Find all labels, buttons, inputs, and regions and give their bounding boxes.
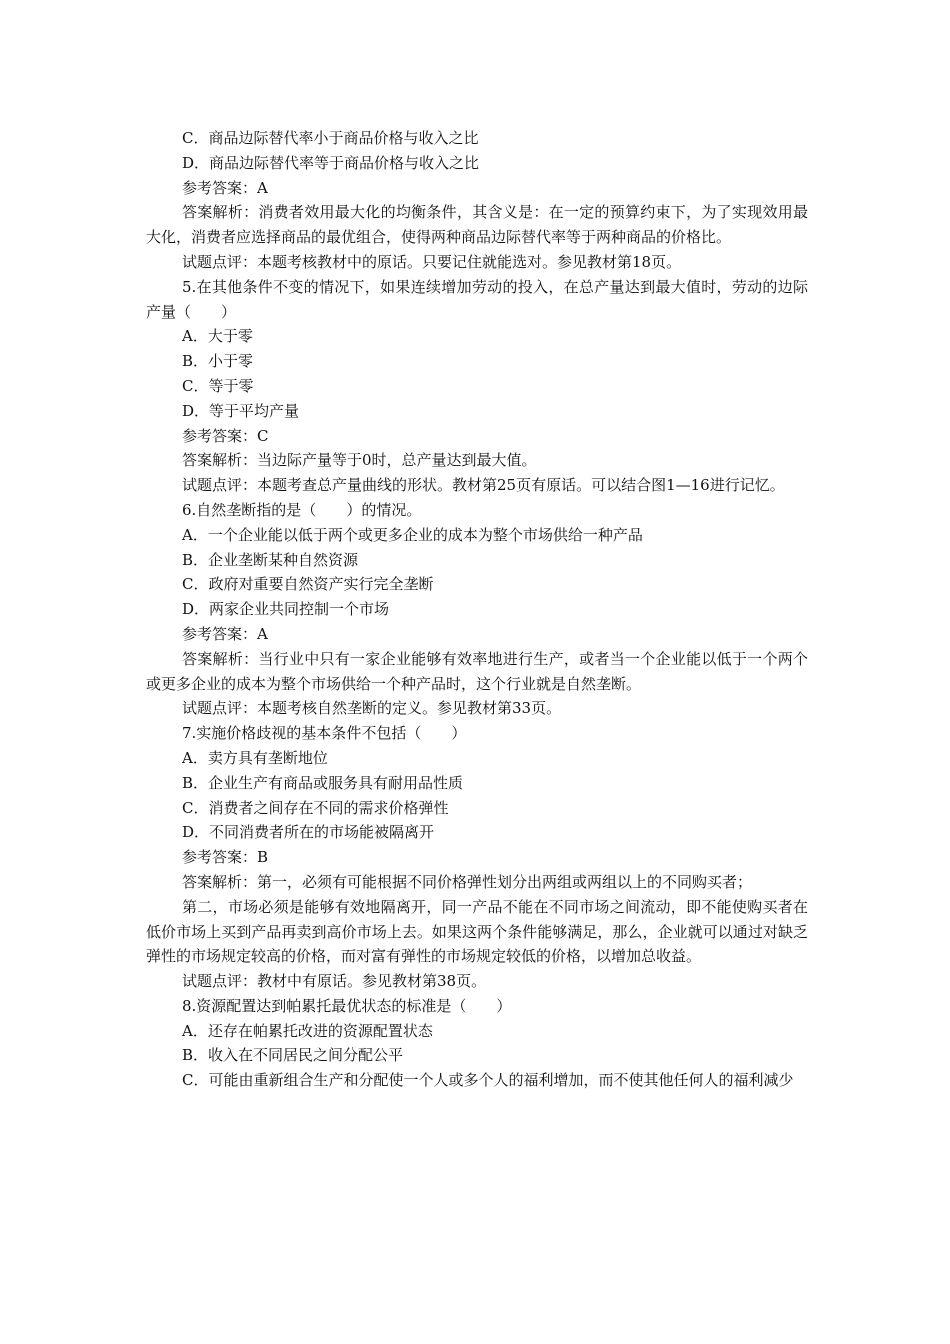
analysis-q7-part1: 答案解析：第一，必须有可能根据不同价格弹性划分出两组或两组以上的不同购买者； [182, 872, 753, 891]
comment-q7: 试题点评：教材中有原话。参见教材第38页。 [182, 972, 487, 991]
option-c-q6: C．政府对重要自然资产实行完全垄断 [182, 575, 434, 594]
option-c-q7: C．消费者之间存在不同的需求价格弹性 [182, 798, 449, 817]
question-7: 7.实施价格歧视的基本条件不包括（ ） [182, 724, 467, 743]
option-a-q8: A．还存在帕累托改进的资源配置状态 [182, 1021, 433, 1040]
analysis-q5: 答案解析：当边际产量等于0时，总产量达到最大值。 [182, 451, 537, 470]
option-a-q5: A．大于零 [182, 327, 253, 346]
option-a-q6: A．一个企业能以低于两个或更多企业的成本为整个市场供给一种产品 [182, 525, 643, 544]
answer-q4: 参考答案：A [182, 178, 268, 197]
question-8: 8.资源配置达到帕累托最优状态的标准是（ ） [182, 996, 512, 1015]
answer-q7: 参考答案：B [182, 848, 269, 867]
option-c-q5: C．等于零 [182, 376, 254, 395]
document-page [146, 126, 808, 1093]
answer-q6: 参考答案：A [182, 624, 268, 643]
analysis-q6: 答案解析：当行业中只有一家企业能够有效率地进行生产，或者当一个企业能以低于一个两个或更多企业的成本为整个市场供给一个种产品时，这个行业就是自然垄断。 [146, 649, 808, 693]
comment-q5: 试题点评：本题考查总产量曲线的形状。教材第25页有原话。可以结合图1—16进行记忆。 [182, 476, 785, 495]
analysis-q7-part2: 第二，市场必须是能够有效地隔离开，同一产品不能在不同市场之间流动，即不能使购买者在低价市场上买到产品再卖到高价市场上去。如果这两个条件能够满足，那么，企业就可以通过对缺乏弹性的市场规定较高的价格，而对富有弹性的市场规定较低的价格，以增加总收益。 [146, 897, 808, 966]
question-6: 6.自然垄断指的是（ ）的情况。 [182, 500, 422, 519]
answer-q5: 参考答案：C [182, 426, 269, 445]
option-b-q6: B．企业垄断某种自然资源 [182, 550, 359, 569]
analysis-q4: 答案解析：消费者效用最大化的均衡条件，其含义是：在一定的预算约束下，为了实现效用最大化，消费者应选择商品的最优组合，使得两种商品边际替代率等于两种商品的价格比。 [146, 203, 808, 247]
option-c-q8: C．可能由重新组合生产和分配使一个人或多个人的福利增加，而不使其他任何人的福利减少 [182, 1071, 794, 1090]
option-d-q7: D．不同消费者所在的市场能被隔离开 [182, 823, 435, 842]
option-d-q5: D．等于平均产量 [182, 401, 300, 420]
comment-q4: 试题点评：本题考核教材中的原话。只要记住就能选对。参见教材第18页。 [182, 252, 682, 271]
option-d-q6: D．两家企业共同控制一个市场 [182, 600, 390, 619]
option-c-q4: C．商品边际替代率小于商品价格与收入之比 [182, 129, 479, 147]
option-d-q4: D．商品边际替代率等于商品价格与收入之比 [182, 153, 480, 172]
comment-q6: 试题点评：本题考核自然垄断的定义。参见教材第33页。 [182, 699, 562, 718]
option-a-q7: A．卖方具有垄断地位 [182, 748, 328, 767]
option-b-q7: B．企业生产有商品或服务具有耐用品性质 [182, 773, 464, 792]
option-b-q5: B．小于零 [182, 352, 254, 371]
question-5: 5.在其他条件不变的情况下，如果连续增加劳动的投入，在总产量达到最大值时，劳动的边际产量（ ） [146, 277, 808, 321]
option-b-q8: B．收入在不同居民之间分配公平 [182, 1046, 404, 1065]
